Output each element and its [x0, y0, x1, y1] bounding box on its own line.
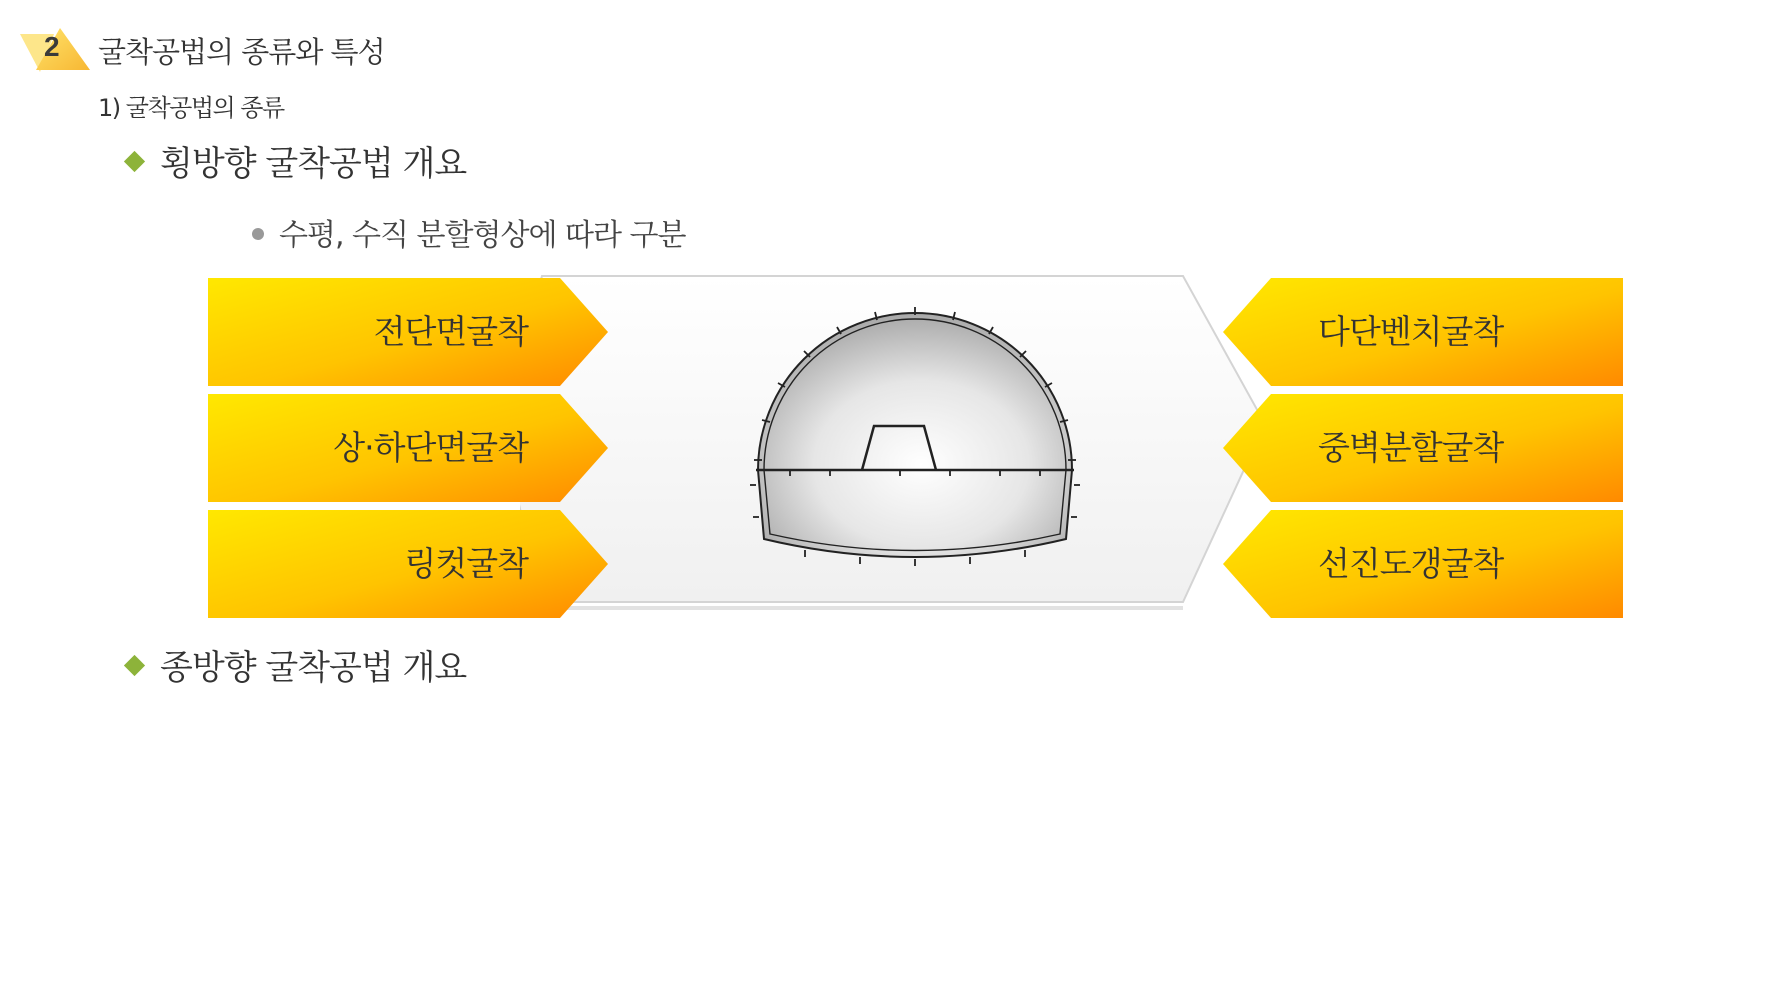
method-label: 다단벤치굴착 — [1318, 312, 1504, 351]
method-pilot-tunnel — [1223, 510, 1623, 618]
dot-bullet-icon — [252, 228, 264, 240]
diamond-bullet-icon — [124, 151, 145, 172]
method-label: 전단면굴착 — [373, 312, 528, 351]
transverse-heading-row — [127, 136, 466, 185]
transverse-heading: 횡방향 굴착공법 개요 — [160, 144, 467, 184]
diamond-bullet-icon — [124, 655, 145, 676]
method-full-face — [208, 278, 608, 386]
section-title: 굴착공법의 종류와 특성 — [98, 35, 385, 69]
transverse-note: 수평, 수직 분할형상에 따라 구분 — [279, 218, 686, 253]
longitudinal-heading-row — [127, 640, 466, 689]
section-number: 2 — [44, 31, 60, 62]
method-label: 링컷굴착 — [404, 544, 528, 583]
method-bench-cut — [208, 394, 608, 502]
longitudinal-heading: 종방향 굴착공법 개요 — [160, 648, 467, 688]
transverse-note-row — [252, 210, 685, 254]
method-label: 선진도갱굴착 — [1318, 544, 1504, 583]
method-ring-cut — [208, 510, 608, 618]
subsection-title: 1) 굴착공법의 종류 — [98, 94, 284, 122]
method-center-diaphragm — [1223, 394, 1623, 502]
method-multi-bench — [1223, 278, 1623, 386]
method-label: 상·하단면굴착 — [333, 428, 528, 467]
method-label: 중벽분할굴착 — [1318, 428, 1504, 467]
tunnel-cross-section — [750, 305, 1080, 573]
